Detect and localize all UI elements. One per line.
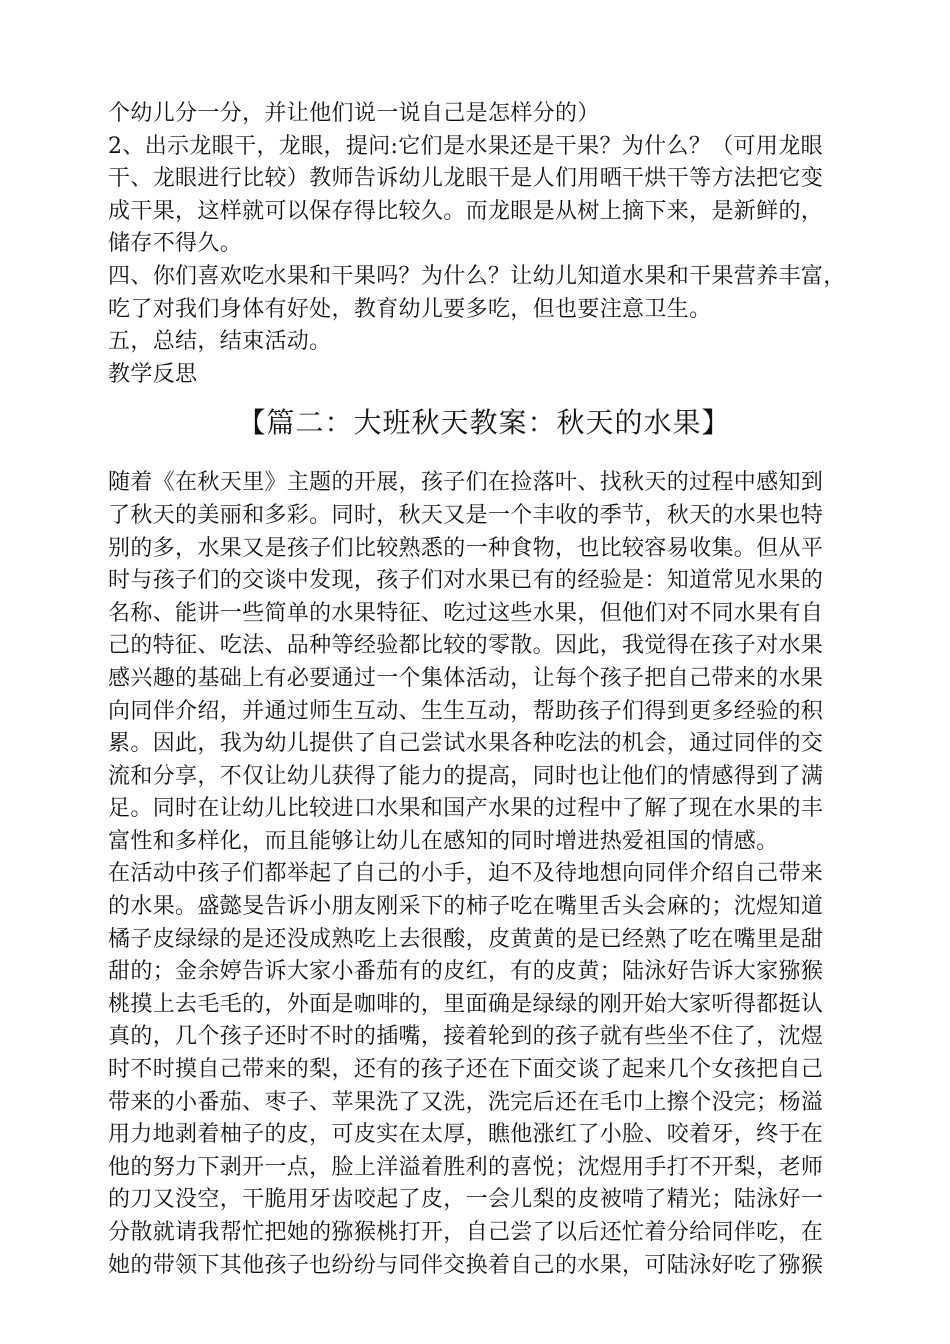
text-line: 富性和多样化，而且能够让幼儿在感知的同时增进热爱祖国的情感。 [108,828,779,854]
text-line: 足。同时在让幼儿比较进口水果和国产水果的过程中了解了现在水果的丰 [108,796,824,822]
text-line: 流和分享，不仅让幼儿获得了能力的提高，同时也让他们的情感得到了满 [108,763,824,789]
text-line: 随着《在秋天里》主题的开展，孩子们在捡落叶、找秋天的过程中感知到 [108,470,824,496]
text-line: 时不时摸自己带来的梨，还有的孩子还在下面交谈了起来几个女孩把自己 [108,1057,824,1083]
text-line: 他的努力下剥开一点，脸上洋溢着胜利的喜悦；沈煜用手打不开梨，老师 [108,1154,824,1180]
text-line: 吃了对我们身体有好处，教育幼儿要多吃，但也要注意卫生。 [108,296,712,322]
text-line: 分散就请我帮忙把她的猕猴桃打开，自己尝了以后还忙着分给同伴吃，在 [108,1220,824,1245]
text-line: 了秋天的美丽和多彩。同时，秋天又是一个丰收的季节，秋天的水果也特 [108,502,824,528]
text-line: 成干果，这样就可以保存得比较久。而龙眼是从树上摘下来，是新鲜的， [108,198,824,224]
text-line: 桃摸上去毛毛的，外面是咖啡的，里面确是绿绿的刚开始大家听得都挺认 [108,991,824,1017]
text-line: 的水果。盛懿旻告诉小朋友刚采下的柿子吃在嘴里舌头会麻的；沈煜知道 [108,894,824,920]
text-line: 在活动中孩子们都举起了自己的小手，迫不及待地想向同伴介绍自己带来 [108,861,824,887]
text-line: 向同伴介绍，并通过师生互动、生生互动，帮助孩子们得到更多经验的积 [108,698,824,724]
text-line: 己的特征、吃法、品种等经验都比较的零散。因此，我觉得在孩子对水果 [108,633,824,659]
text-line: 四、你们喜欢吃水果和干果吗？为什么？让幼儿知道水果和干果营养丰富， [108,263,846,289]
text-line: 感兴趣的基础上有必要通过一个集体活动，让每个孩子把自己带来的水果 [108,665,824,691]
text-line: 的刀又没空，干脆用牙齿咬起了皮，一会儿梨的皮被啃了精光；陆泳好一 [108,1187,824,1213]
text-line: 真的，几个孩子还时不时的插嘴，接着轮到的孩子就有些坐不住了，沈煜 [108,1024,824,1050]
text-line: 教学反思 [108,361,198,387]
text-line: 用力地剥着柚子的皮，可皮实在太厚，瞧他涨红了小脸、咬着牙，终于在 [108,1122,824,1148]
text-line: 五，总结，结束活动。 [108,329,332,355]
text-line: 干、龙眼进行比较）教师告诉幼儿龙眼干是人们用晒干烘干等方法把它变 [108,166,824,192]
text-line: 个幼儿分一分，并让他们说一说自己是怎样分的） [108,101,600,126]
document-page [108,98,860,1282]
text-line: 甜的；金余婷告诉大家小番茄有的皮红，有的皮黄；陆泳好告诉大家猕猴 [108,959,824,985]
section-two [108,467,860,1282]
text-line: 橘子皮绿绿的是还没成熟吃上去很酸，皮黄黄的是已经熟了吃在嘴里是甜 [108,926,824,952]
text-line: 名称、能讲一些简单的水果特征、吃过这些水果，但他们对不同水果有自 [108,600,824,626]
text-line: 别的多，水果又是孩子们比较熟悉的一种食物，也比较容易收集。但从平 [108,535,824,561]
text-line: 累。因此，我为幼儿提供了自己尝试水果各种吃法的机会，通过同伴的交 [108,731,824,757]
text-line: 带来的小番茄、枣子、苹果洗了又洗，洗完后还在毛巾上擦个没完；杨溢 [108,1089,824,1115]
text-line: 储存不得久。 [108,231,243,257]
text-line: 她的带领下其他孩子也纷纷与同伴交换着自己的水果，可陆泳好吃了猕猴 [108,1252,824,1278]
section-heading: 【篇二：大班秋天教案：秋天的水果】 [237,406,731,440]
text-line: 时与孩子们的交谈中发现，孩子们对水果已有的经验是：知道常见水果的 [108,568,824,594]
section-one [108,98,860,391]
text-line: 2、出示龙眼干，龙眼，提问:它们是水果还是干果？为什么？（可用龙眼 [108,133,823,159]
